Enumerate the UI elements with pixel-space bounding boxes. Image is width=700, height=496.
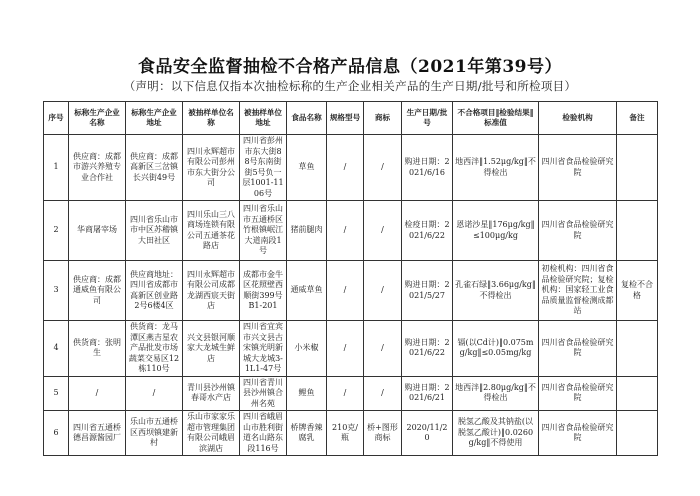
table-cell: 四川省乐山市五通桥区竹根镇岷江大道南段1号 xyxy=(240,201,287,261)
table-cell: / xyxy=(364,135,402,201)
table-cell: 四川省宜宾市兴文县古宋镇光明新城大龙城3-1L1-47号 xyxy=(240,321,287,377)
table-cell: 四川省食品检验研究院 xyxy=(539,376,617,411)
table-cell: 鲤鱼 xyxy=(287,376,327,411)
table-cell: 兴文县银河顺家大龙城生鲜店 xyxy=(183,321,240,377)
table-cell: 成都市金牛区花照壁西顺街399号B1-201 xyxy=(240,261,287,321)
table-cell: / xyxy=(327,135,364,201)
table-cell: 四川省食品检验研究院 xyxy=(539,321,617,377)
table-cell: / xyxy=(327,201,364,261)
table-cell: 镉(以Cd计)‖0.075mg/kg‖≤0.05mg/kg xyxy=(453,321,539,377)
table-cell: / xyxy=(327,261,364,321)
table-cell: 桥+图形商标 xyxy=(364,411,402,456)
table-cell: 检疫日期：2021/6/22 xyxy=(402,201,453,261)
table-cell: 1 xyxy=(44,135,69,201)
table-cell: 猪前腿肉 xyxy=(287,201,327,261)
table-cell: 四川省彭州市东大街88号东南街街5号负一层1001-1106号 xyxy=(240,135,287,201)
table-cell: 地西泮‖1.52μg/kg‖不得检出 xyxy=(453,135,539,201)
table-cell: 青川县沙州镇春哥水产店 xyxy=(183,376,240,411)
table-cell: 恩诺沙星‖176μg/kg‖≤100μg/kg xyxy=(453,201,539,261)
table-cell: 5 xyxy=(44,376,69,411)
table-cell: / xyxy=(364,321,402,377)
column-header: 检验机构 xyxy=(539,102,617,135)
table-cell xyxy=(617,321,658,377)
table-cell: 供应商地址：四川省成都市高新区创业路2号6楼4区 xyxy=(126,261,183,321)
table-cell: 供货商：龙马潭区燕吉星农产品批发市场蔬菜交易区12栋110号 xyxy=(126,321,183,377)
table-cell: 乐山市家家乐超市管理集团有限公司峨眉滨湖店 xyxy=(183,411,240,456)
table-cell: 购进日期：2021/6/22 xyxy=(402,321,453,377)
page-title: 食品安全监督抽检不合格产品信息（2021年第39号） xyxy=(138,57,562,77)
table-cell: 6 xyxy=(44,411,69,456)
table-cell: 购进日期：2021/6/21 xyxy=(402,376,453,411)
column-header: 被抽样单位地址 xyxy=(240,102,287,135)
table-cell: 供应商：成都通威鱼有限公司 xyxy=(69,261,126,321)
column-header: 商标 xyxy=(364,102,402,135)
table-row xyxy=(44,261,658,321)
table-cell: 四川省五通桥德昌源酱园厂 xyxy=(69,411,126,456)
table-cell: / xyxy=(364,201,402,261)
table-cell: 供应商：成都市游兴养殖专业合作社 xyxy=(69,135,126,201)
table-cell: 210克/瓶 xyxy=(327,411,364,456)
table-cell xyxy=(617,411,658,456)
table-cell: 四川永辉超市有限公司彭州市东大街分公司 xyxy=(183,135,240,201)
column-header: 食品名称 xyxy=(287,102,327,135)
table-cell: / xyxy=(327,376,364,411)
table-cell: / xyxy=(364,376,402,411)
table-cell: 四川省食品检验研究院 xyxy=(539,201,617,261)
disclaimer-subtitle: （声明：以下信息仅指本次抽检标称的生产企业相关产品的生产日期/批号和所检项目） xyxy=(123,79,577,93)
table-cell: 孔雀石绿‖3.66μg/kg‖不得检出 xyxy=(453,261,539,321)
table-cell: 供货商：张明生 xyxy=(69,321,126,377)
table-cell: 供应商：成都高新区三岔镇长兴街49号 xyxy=(126,135,183,201)
table-cell: 草鱼 xyxy=(287,135,327,201)
table-cell: / xyxy=(364,261,402,321)
table-cell: 四川省食品检验研究院 xyxy=(539,135,617,201)
table-cell: 脱氢乙酸及其钠盐(以脱氢乙酸计)‖0.0260g/kg‖不得使用 xyxy=(453,411,539,456)
table-cell: 四川省食品检验研究院 xyxy=(539,411,617,456)
table-cell: 2 xyxy=(44,201,69,261)
table-row xyxy=(44,411,658,456)
column-header: 不合格项目‖检验结果‖标准值 xyxy=(453,102,539,135)
table-cell: 华商屠宰场 xyxy=(69,201,126,261)
table-cell xyxy=(617,201,658,261)
table-cell: 乐山市五通桥区西坝镇建新村 xyxy=(126,411,183,456)
table-cell: 3 xyxy=(44,261,69,321)
column-header: 标称生产企业名称 xyxy=(69,102,126,135)
table-cell xyxy=(617,376,658,411)
column-header: 生产日期/批号 xyxy=(402,102,453,135)
table-cell: / xyxy=(126,376,183,411)
column-header: 被抽样单位名称 xyxy=(183,102,240,135)
table-cell: / xyxy=(69,376,126,411)
table-cell: 2020/11/20 xyxy=(402,411,453,456)
table-cell: 四川省峨眉山市胜利街道名山路东段116号 xyxy=(240,411,287,456)
table-row xyxy=(44,376,658,411)
table-cell: 四川永辉超市有限公司成都龙湖西宸天街店 xyxy=(183,261,240,321)
table-row xyxy=(44,321,658,377)
table-cell: 地西泮‖2.80μg/kg‖不得检出 xyxy=(453,376,539,411)
table-cell xyxy=(617,135,658,201)
column-header: 备注 xyxy=(617,102,658,135)
table-cell: 四川省青川县沙州镇合州名苑 xyxy=(240,376,287,411)
table-cell: 通威草鱼 xyxy=(287,261,327,321)
table-cell: 初检机构：四川省食品检验研究院；复检机构：国家轻工业食品质量监督检测成都站 xyxy=(539,261,617,321)
table-cell: 桥牌香辣腐乳 xyxy=(287,411,327,456)
table-cell: 复检不合格 xyxy=(617,261,658,321)
column-header: 序号 xyxy=(44,102,69,135)
table-cell: 小米椒 xyxy=(287,321,327,377)
table-cell: 4 xyxy=(44,321,69,377)
column-header: 标称生产企业地址 xyxy=(126,102,183,135)
column-header: 规格型号 xyxy=(327,102,364,135)
table-cell: 四川乐山三八商场连锁有限公司五通茶花路店 xyxy=(183,201,240,261)
table-cell: / xyxy=(327,321,364,377)
table-cell: 购进日期：2021/6/16 xyxy=(402,135,453,201)
table-row xyxy=(44,135,658,201)
table-row xyxy=(44,201,658,261)
table-cell: 四川省乐山市市中区苏稽镇大田社区 xyxy=(126,201,183,261)
table-header-row xyxy=(44,102,658,135)
table-cell: 购进日期：2021/5/27 xyxy=(402,261,453,321)
unqualified-products-table xyxy=(43,101,658,456)
